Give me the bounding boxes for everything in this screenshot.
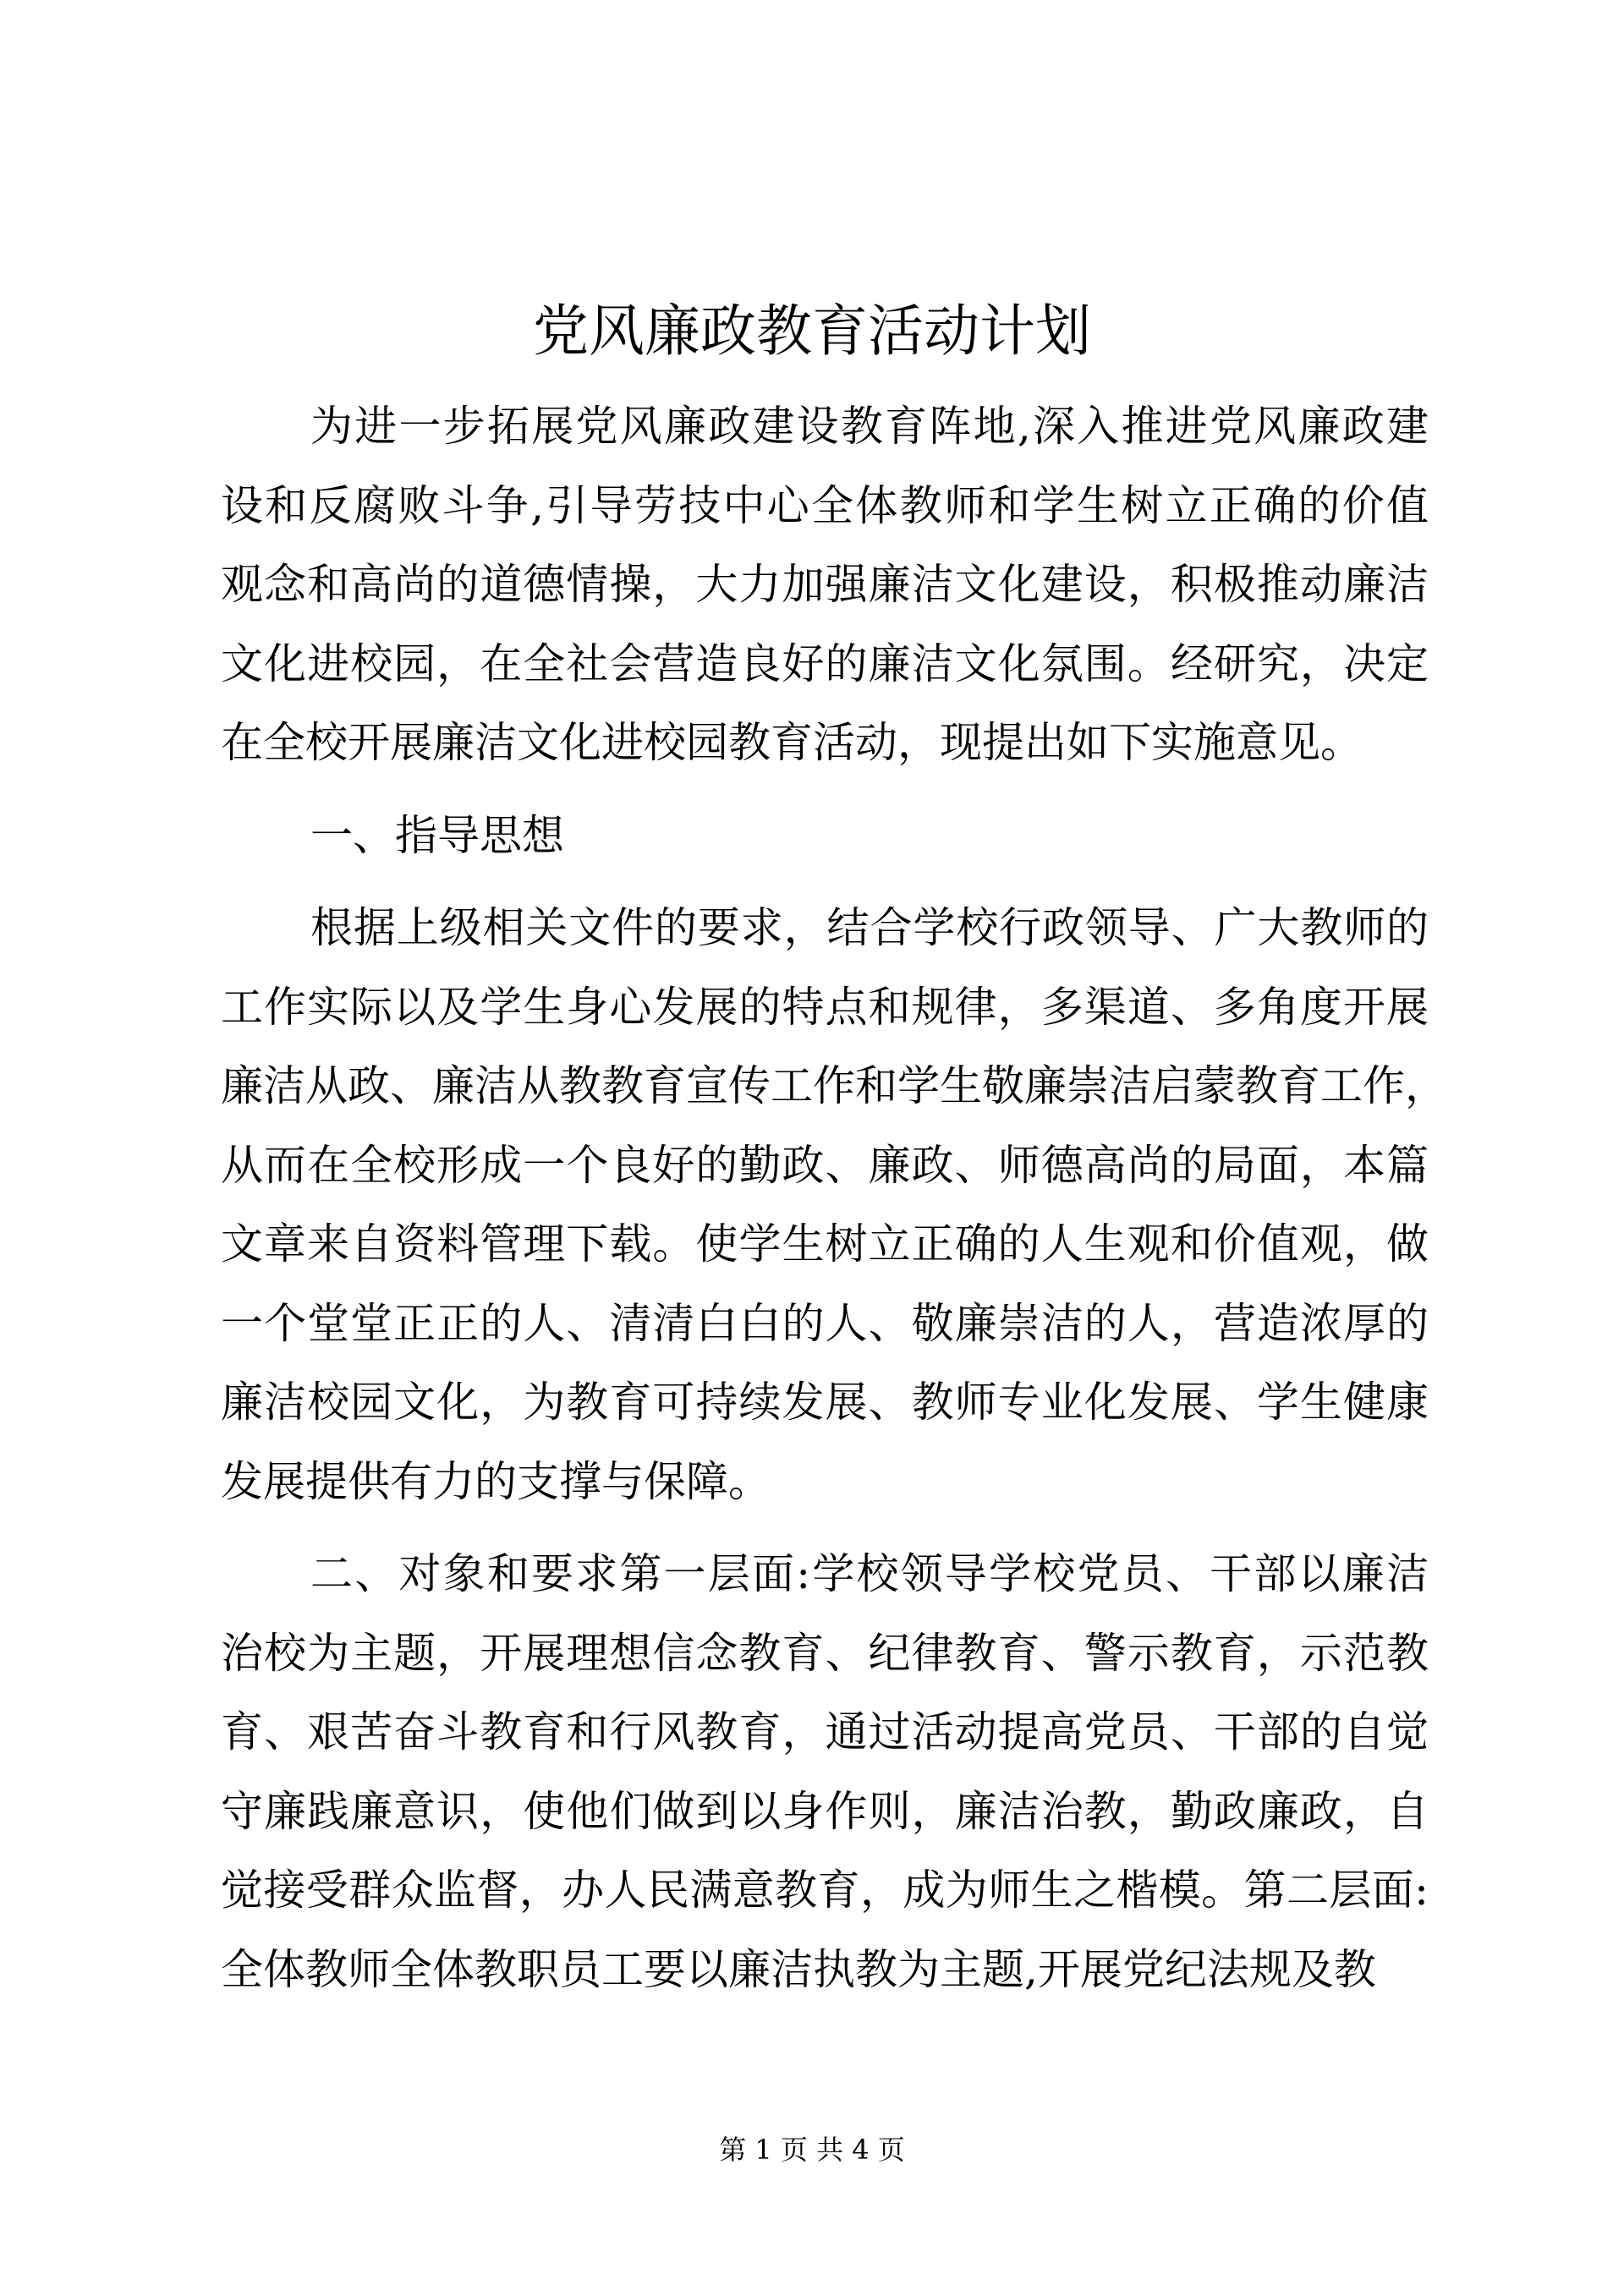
text-line: 二、对象和要求第一层面:学校领导学校党员、干部以廉洁 (310, 1549, 1429, 1598)
text-line: 廉洁从政、廉洁从教教育宣传工作和学生敬廉崇洁启蒙教育工作， (221, 1061, 1447, 1110)
text-line: 工作实际以及学生身心发展的特点和规律，多渠道、多角度开展 (221, 982, 1429, 1032)
text-line: 一个堂堂正正的人、清清白白的人、敬廉崇洁的人，营造浓厚的 (221, 1298, 1429, 1348)
text-line: 从而在全校形成一个良好的勤政、廉政、师德高尚的局面，本篇 (221, 1140, 1429, 1190)
paragraph (221, 797, 1429, 876)
text-line: 文章来自资料管理下载。使学生树立正确的人生观和价值观，做 (221, 1219, 1429, 1269)
paragraph (221, 889, 1447, 1521)
text-line: 育、艰苦奋斗教育和行风教育，通过活动提高党员、干部的自觉 (221, 1707, 1429, 1756)
text-line: 治校为主题，开展理想信念教育、纪律教育、警示教育，示范教 (221, 1628, 1429, 1678)
document-title: 党风廉政教育活动计划 (533, 299, 1091, 364)
text-line: 文化进校园，在全社会营造良好的廉洁文化氛围。经研究，决定 (221, 638, 1429, 688)
text-line: 觉接受群众监督，办人民满意教育，成为师生之楷模。第二层面: (221, 1866, 1429, 1915)
text-line: 发展提供有力的支撑与保障。 (221, 1456, 771, 1506)
text-line: 守廉践廉意识，使他们做到以身作则，廉洁治教，勤政廉政，自 (221, 1786, 1429, 1836)
page-footer: 第 1 页 共 4 页 (719, 2134, 905, 2166)
paragraph (221, 387, 1429, 783)
text-line: 观念和高尚的道德情操，大力加强廉洁文化建设，积极推动廉洁 (221, 560, 1429, 609)
text-line: 一、指导思想 (310, 810, 564, 860)
text-line: 全体教师全体教职员工要以廉洁执教为主题,开展党纪法规及教 (221, 1944, 1376, 1994)
document-body (221, 387, 1447, 2023)
text-line: 廉洁校园文化，为教育可持续发展、教师专业化发展、学生健康 (221, 1378, 1429, 1427)
text-line: 根据上级相关文件的要求，结合学校行政领导、广大教师的 (310, 903, 1429, 952)
paragraph (221, 1535, 1429, 2009)
text-line: 设和反腐败斗争,引导劳技中心全体教师和学生树立正确的价值 (221, 480, 1429, 530)
text-line: 为进一步拓展党风廉政建设教育阵地,深入推进党风廉政建 (310, 402, 1429, 451)
text-line: 在全校开展廉洁文化进校园教育活动，现提出如下实施意见。 (221, 718, 1363, 767)
